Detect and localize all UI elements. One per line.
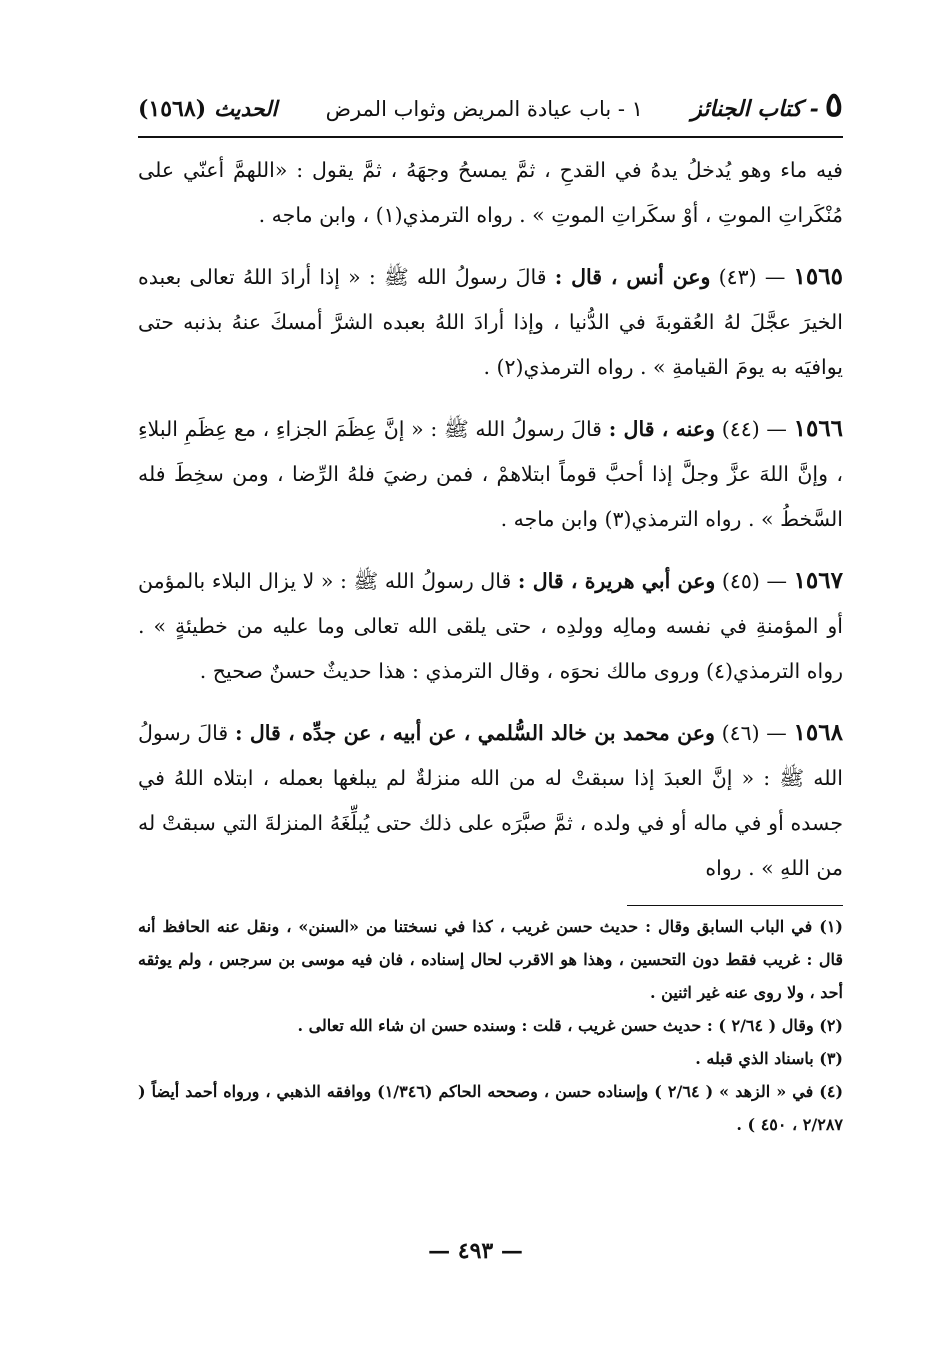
hadith-ref: — (٤٦) — [721, 721, 787, 745]
hadith-text: قالَ رسولُ الله ﷺ : « إنَّ عِظَمَ الجزاءِ ، مع عِظَمِ البلاءِ ، وإنَّ اللهَ عزَّ وجلَّ إذا أحبَّ قوماً ابتلاهمْ ، فمن رضيَ فلهُ الرِّضا ، ومن سخِطَ فله السَّخطُ » . رواه الترمذي(٣) وابن ماجه . — [138, 417, 843, 531]
hadith-ref: — (٤٣) — [718, 265, 786, 289]
footnotes — [138, 910, 843, 1141]
hadith-entry — [138, 406, 843, 542]
hadith-ref: — (٤٥) — [721, 569, 787, 593]
footnote: (٣) باسناد الذي قبله . — [695, 1049, 843, 1068]
hadith-text: قال رسولُ الله ﷺ : « لا يزال البلاء بالمؤمن أو المؤمنةِ في نفسه ومالِه وولدِه ، حتى يلقى الله تعالى وما عليه من خطيئةٍ » . رواه الترمذي(٤) وروى مالك نحوَه ، وقال الترمذي : هذا حديثٌ حسنٌ صحيح . — [138, 569, 843, 683]
section-title: ١ - باب عيادة المريض وثواب المرض — [325, 97, 643, 121]
hadith-entry — [138, 254, 843, 390]
hadith-number: ١٥٦٥ — [793, 263, 843, 290]
hadith-narrator: وعنه ، قال : — [608, 417, 716, 441]
hadith-text: قالَ رسولُ الله ﷺ : « إنَّ العبدَ إذا سبقتْ له من الله منزلةٌ لم يبلغها بعمله ، ابتلاه اللهُ في جسده أو في ماله أو في ولده ، ثمَّ صبَّرَه على ذلك حتى يُبلِّغَهُ المنزلةَ التي سبقتْ له من اللهِ » . رواه — [138, 721, 843, 880]
chapter-heading — [691, 85, 843, 125]
hadith-label: الحديث — [214, 96, 278, 121]
hadith-text: قالَ رسولُ الله ﷺ : « إذا أرادَ اللهُ تعالى بعبده الخيرَ عجَّلَ لهُ العُقوبةَ في الدُّنيا ، وإذا أرادَ اللهُ بعبده الشرَّ أمسكَ عنهُ بذنبه حتى يوافيَه به يومَ القيامةِ » . رواه الترمذي(٢) . — [138, 265, 843, 379]
hadith-entry — [138, 710, 843, 891]
hadith-narrator: وعن أنس ، قال : — [554, 265, 711, 289]
continuation-line-1: فيه ماء وهو يُدخلُ يدهُ في القدحِ ، ثمَّ يمسحُ وجهَهُ ، ثمَّ يقول : «اللهمَّ أعنّي — [182, 158, 843, 182]
hadith-narrator: وعن محمد بن خالد السُّلمي ، عن أبيه ، عن جدِّه ، قال : — [234, 721, 715, 745]
main-text — [138, 148, 843, 891]
footnote: (٢) وقال ( ٢/٦٤ ) : حديث حسن غريب ، قلت : وسنده حسن ان شاء الله تعالى . — [297, 1016, 843, 1035]
hadith-narrator: وعن أبي هريرة ، قال : — [517, 569, 716, 593]
hadith-number: ١٥٦٧ — [793, 567, 843, 594]
page-number: — ٤٩٣ — — [428, 1238, 523, 1264]
chapter-number: ٥ — [824, 85, 843, 125]
hadith-ref: — (٤٤) — [721, 417, 787, 441]
hadith-range-heading — [138, 96, 277, 122]
hadith-entry — [138, 558, 843, 694]
continuation-paragraph — [138, 148, 843, 238]
hadith-number: ١٥٦٨ — [793, 719, 843, 746]
running-header — [138, 85, 843, 138]
footnote-divider — [627, 905, 843, 906]
continuation-line-2: على مُنْكَراتِ الموتِ ، أوْ سكَراتِ الموتِ » . رواه الترمذي(١) ، وابن ماجه . — [138, 158, 843, 227]
footnote: (٤) في « الزهد » ( ٢/٦٤ ) وإسناده حسن ، وصححه الحاكم (١/٣٤٦) ووافقه الذهبي ، ورواه أحمد أيضاً ( ٢/٢٨٧ ، ٤٥٠ ) . — [138, 1082, 844, 1134]
footnote: (١) في الباب السابق وقال : حديث حسن غريب ، كذا في نسختنا من «السنن» ، ونقل عنه الحافظ أنه قال : غريب فقط دون التحسين ، وهذا هو الاقرب لحال إسناده ، فان فيه موسى بن سرجس ، ولم يوثقه أحد ، ولا روى عنه غير اثنين . — [138, 917, 844, 1002]
chapter-title: - كتاب الجنائز — [691, 96, 819, 122]
hadith-range: (١٥٦٨) — [138, 96, 207, 122]
hadith-number: ١٥٦٦ — [793, 415, 844, 442]
